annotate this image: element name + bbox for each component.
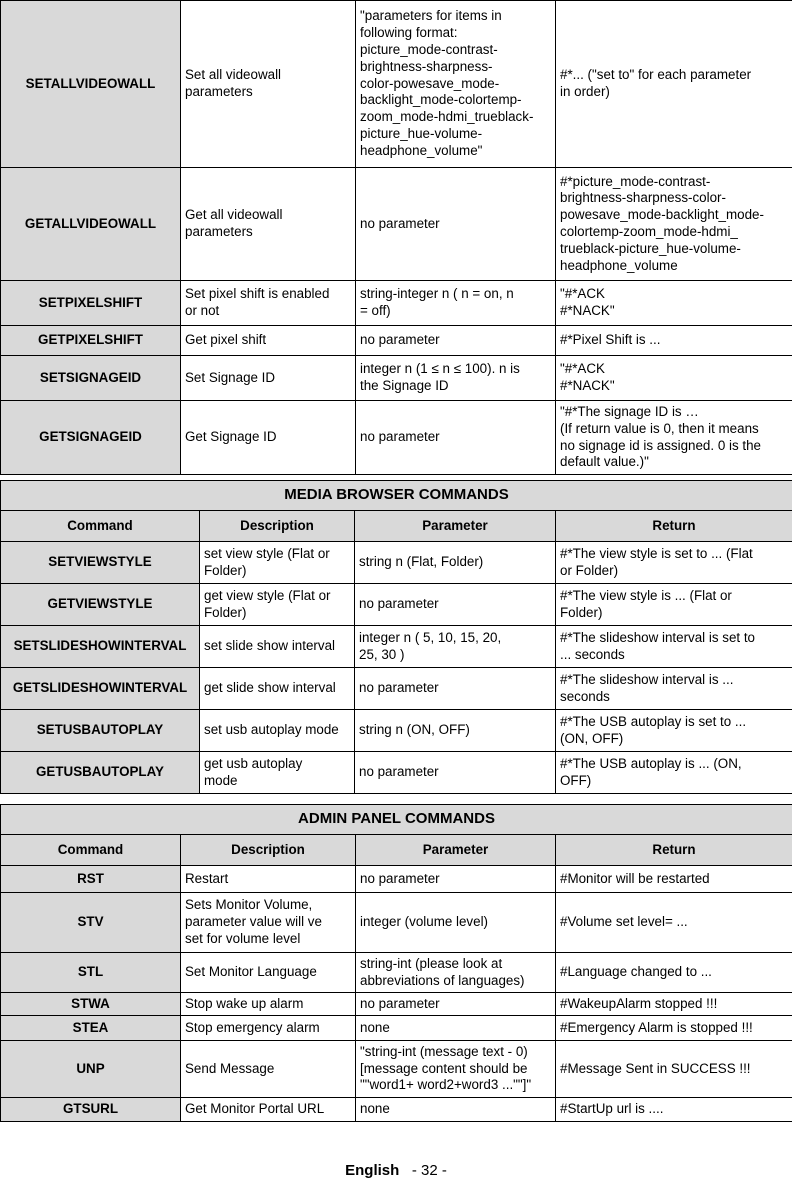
- command-cell: GETALLVIDEOWALL: [1, 168, 181, 281]
- parameter-cell: no parameter: [355, 752, 556, 794]
- command-cell: SETPIXELSHIFT: [1, 281, 181, 326]
- description-cell: Set Monitor Language: [181, 953, 356, 993]
- return-cell: #Monitor will be restarted: [556, 866, 792, 893]
- table-row: [1, 1041, 792, 1098]
- return-cell: #*The slideshow interval is ... seconds: [556, 668, 792, 710]
- return-cell: #*The USB autoplay is ... (ON, OFF): [556, 752, 792, 794]
- page-footer: [0, 1162, 792, 1179]
- parameter-cell: string n (Flat, Folder): [355, 542, 556, 584]
- table-row: [1, 1098, 792, 1122]
- command-cell: GETPIXELSHIFT: [1, 326, 181, 356]
- table-row: [1, 866, 792, 893]
- return-cell: #*picture_mode-contrast- brightness-sharpness-color- powesave_mode-backlight_mode- colortemp-zoom_mode-hdmi_ trueblack-picture_hue-volume- headphone_volume: [556, 168, 792, 281]
- parameter-cell: "parameters for items in following format: picture_mode-contrast- brightness-sharpness- color-powesave_mode- backlight_mode-colortemp- zoom_mode-hdmi_trueblack- picture_hue-volume- headphone_volume": [356, 1, 556, 168]
- table-row: [1, 710, 792, 752]
- command-cell: STWA: [1, 993, 181, 1016]
- table-row: [1, 542, 792, 584]
- media-browser-commands-table: [0, 480, 792, 794]
- section-title: MEDIA BROWSER COMMANDS: [1, 481, 792, 511]
- command-cell: GETVIEWSTYLE: [1, 584, 200, 626]
- command-cell: RST: [1, 866, 181, 893]
- parameter-cell: none: [356, 1098, 556, 1122]
- command-cell: STV: [1, 893, 181, 953]
- parameter-cell: string-integer n ( n = on, n = off): [356, 281, 556, 326]
- parameter-cell: string n (ON, OFF): [355, 710, 556, 752]
- description-cell: set usb autoplay mode: [200, 710, 355, 752]
- table-row: [1, 752, 792, 794]
- command-cell: GETUSBAUTOPLAY: [1, 752, 200, 794]
- table-row: [1, 1, 792, 168]
- table-row: [1, 326, 792, 356]
- parameter-cell: none: [356, 1016, 556, 1041]
- description-cell: get view style (Flat or Folder): [200, 584, 355, 626]
- description-cell: get usb autoplay mode: [200, 752, 355, 794]
- column-header-description: Description: [200, 511, 355, 542]
- parameter-cell: string-int (please look at abbreviations of languages): [356, 953, 556, 993]
- table-row: [1, 668, 792, 710]
- return-cell: #*The view style is ... (Flat or Folder): [556, 584, 792, 626]
- description-cell: Set pixel shift is enabled or not: [181, 281, 356, 326]
- return-cell: #*The view style is set to ... (Flat or Folder): [556, 542, 792, 584]
- column-header-return: Return: [556, 511, 792, 542]
- column-header-command: Command: [1, 511, 200, 542]
- return-cell: #*The slideshow interval is set to ... seconds: [556, 626, 792, 668]
- return-cell: #Message Sent in SUCCESS !!!: [556, 1041, 792, 1098]
- return-cell: #*... ("set to" for each parameter in order): [556, 1, 792, 168]
- return-cell: #WakeupAlarm stopped !!!: [556, 993, 792, 1016]
- description-cell: set slide show interval: [200, 626, 355, 668]
- table-row: [1, 893, 792, 953]
- description-cell: Get Signage ID: [181, 401, 356, 475]
- description-cell: Get Monitor Portal URL: [181, 1098, 356, 1122]
- column-header-parameter: Parameter: [355, 511, 556, 542]
- parameter-cell: no parameter: [356, 993, 556, 1016]
- description-cell: Stop wake up alarm: [181, 993, 356, 1016]
- description-cell: Get pixel shift: [181, 326, 356, 356]
- command-cell: SETUSBAUTOPLAY: [1, 710, 200, 752]
- parameter-cell: "string-int (message text - 0) [message content should be ""word1+ word2+word3 ...""]": [356, 1041, 556, 1098]
- return-cell: #StartUp url is ....: [556, 1098, 792, 1122]
- description-cell: Send Message: [181, 1041, 356, 1098]
- parameter-cell: integer (volume level): [356, 893, 556, 953]
- admin-panel-commands-table: [0, 804, 792, 1122]
- return-cell: #*The USB autoplay is set to ... (ON, OFF): [556, 710, 792, 752]
- parameter-cell: no parameter: [356, 326, 556, 356]
- command-cell: GTSURL: [1, 1098, 181, 1122]
- return-cell: #Language changed to ...: [556, 953, 792, 993]
- description-cell: Set Signage ID: [181, 356, 356, 401]
- command-cell: GETSLIDESHOWINTERVAL: [1, 668, 200, 710]
- return-cell: "#*ACK #*NACK": [556, 281, 792, 326]
- description-cell: set view style (Flat or Folder): [200, 542, 355, 584]
- command-cell: SETALLVIDEOWALL: [1, 1, 181, 168]
- description-cell: Sets Monitor Volume, parameter value will ve set for volume level: [181, 893, 356, 953]
- parameter-cell: integer n ( 5, 10, 15, 20, 25, 30 ): [355, 626, 556, 668]
- table-row: [1, 584, 792, 626]
- description-cell: Get all videowall parameters: [181, 168, 356, 281]
- section-title: ADMIN PANEL COMMANDS: [1, 805, 792, 835]
- parameter-cell: no parameter: [356, 866, 556, 893]
- table-row: [1, 953, 792, 993]
- command-cell: SETSIGNAGEID: [1, 356, 181, 401]
- parameter-cell: no parameter: [355, 668, 556, 710]
- command-cell: STEA: [1, 1016, 181, 1041]
- return-cell: "#*The signage ID is … (If return value is 0, then it means no signage id is assigned. 0 is the default value.)": [556, 401, 792, 475]
- table-row: [1, 1016, 792, 1041]
- table-row: [1, 168, 792, 281]
- command-cell: SETSLIDESHOWINTERVAL: [1, 626, 200, 668]
- return-cell: #Emergency Alarm is stopped !!!: [556, 1016, 792, 1041]
- column-header-command: Command: [1, 835, 181, 866]
- column-header-return: Return: [556, 835, 792, 866]
- videowall-commands-table: [0, 0, 792, 475]
- table-row: [1, 626, 792, 668]
- table-row: [1, 281, 792, 326]
- command-cell: SETVIEWSTYLE: [1, 542, 200, 584]
- description-cell: get slide show interval: [200, 668, 355, 710]
- description-cell: Restart: [181, 866, 356, 893]
- parameter-cell: no parameter: [355, 584, 556, 626]
- parameter-cell: integer n (1 ≤ n ≤ 100). n is the Signage ID: [356, 356, 556, 401]
- table-row: [1, 401, 792, 475]
- table-row: [1, 993, 792, 1016]
- parameter-cell: no parameter: [356, 401, 556, 475]
- command-cell: STL: [1, 953, 181, 993]
- return-cell: #*Pixel Shift is ...: [556, 326, 792, 356]
- column-header-description: Description: [181, 835, 356, 866]
- command-cell: UNP: [1, 1041, 181, 1098]
- footer-language: English: [345, 1162, 400, 1179]
- return-cell: #Volume set level= ...: [556, 893, 792, 953]
- parameter-cell: no parameter: [356, 168, 556, 281]
- page-number: - 32 -: [411, 1162, 447, 1179]
- description-cell: Set all videowall parameters: [181, 1, 356, 168]
- table-row: [1, 356, 792, 401]
- return-cell: "#*ACK #*NACK": [556, 356, 792, 401]
- column-header-parameter: Parameter: [356, 835, 556, 866]
- command-cell: GETSIGNAGEID: [1, 401, 181, 475]
- description-cell: Stop emergency alarm: [181, 1016, 356, 1041]
